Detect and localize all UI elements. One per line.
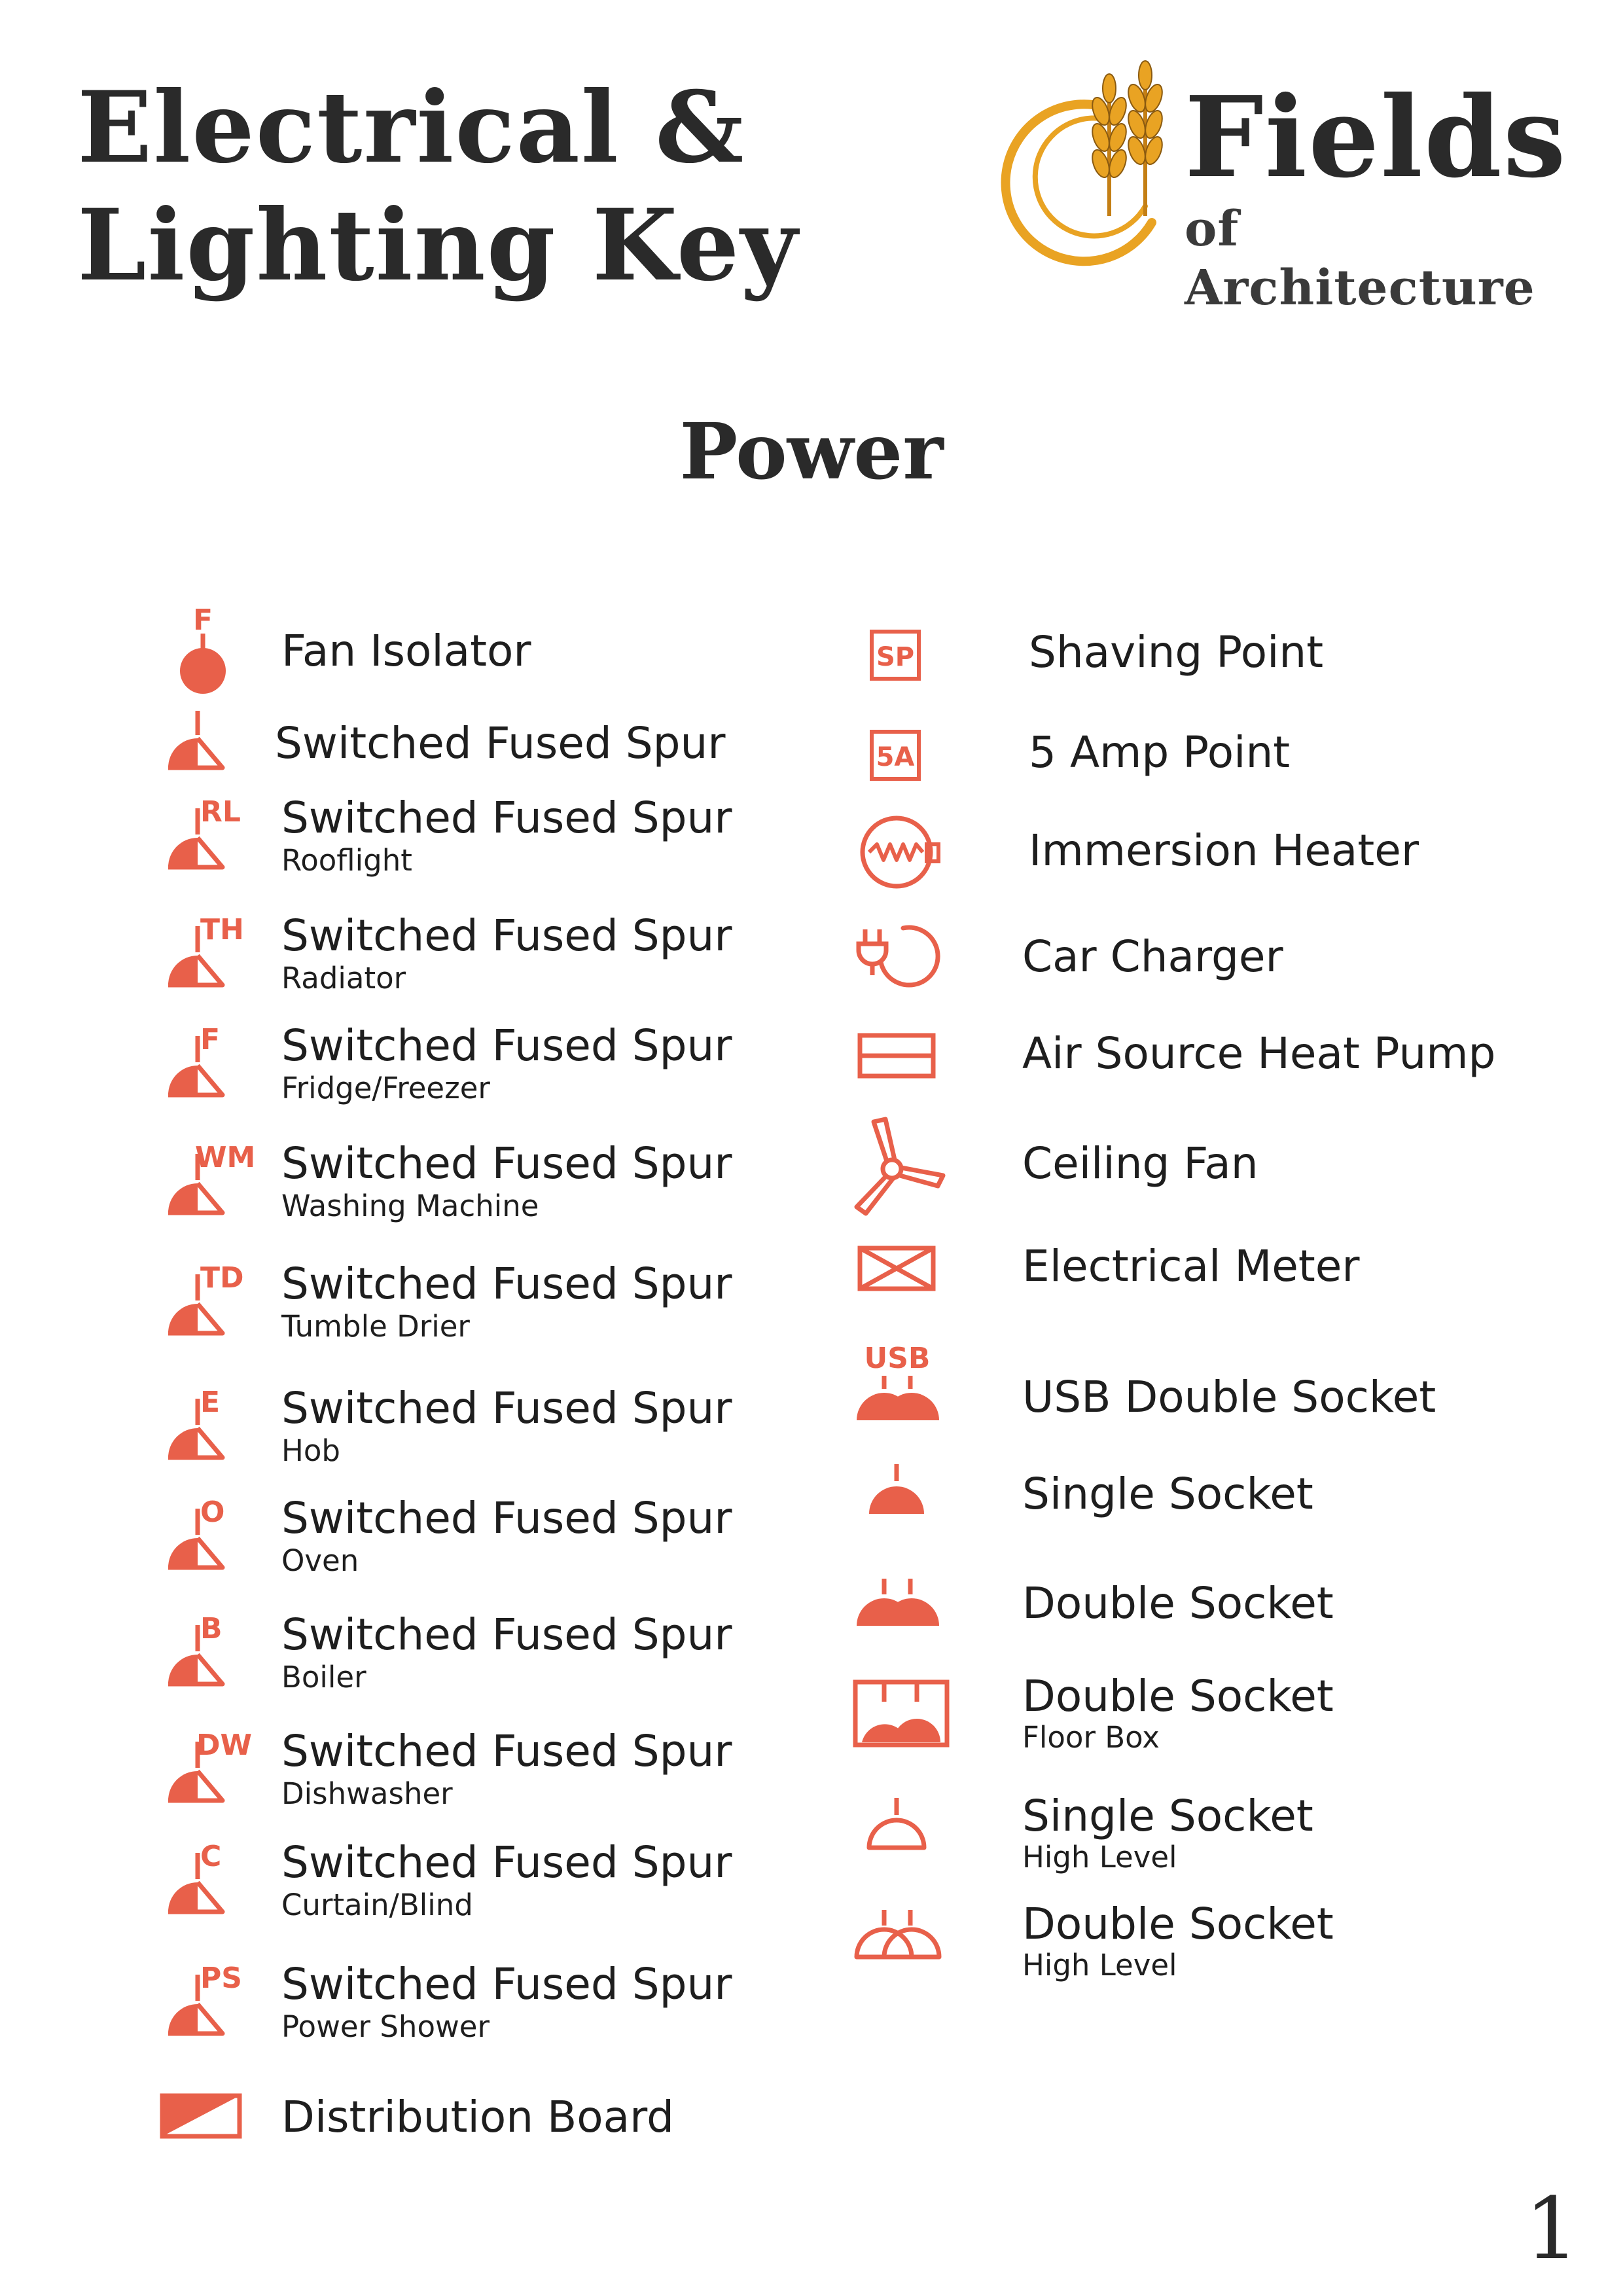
page-title bbox=[77, 69, 799, 304]
key-label: Double Socket bbox=[1022, 1899, 1334, 1949]
air-source-heat-pump-icon bbox=[851, 1028, 942, 1086]
fused-spur-icon bbox=[157, 910, 262, 995]
title-line-1: Electrical & bbox=[77, 70, 745, 185]
fused-spur-icon bbox=[157, 706, 262, 778]
distribution-board-icon bbox=[157, 2088, 249, 2147]
key-label: Shaving Point bbox=[1029, 627, 1324, 677]
symbol-code-text: WM bbox=[195, 1141, 256, 1174]
key-label: Switched Fused Spur bbox=[281, 1726, 732, 1776]
fused-spur-icon bbox=[157, 1492, 262, 1577]
key-sublabel: Dishwasher bbox=[281, 1776, 453, 1811]
key-label: Double Socket bbox=[1022, 1671, 1334, 1721]
symbol-code-text: 5A bbox=[876, 742, 915, 772]
key-label: Single Socket bbox=[1022, 1791, 1313, 1841]
key-sublabel: Oven bbox=[281, 1543, 359, 1578]
ceiling-fan-icon bbox=[847, 1113, 952, 1217]
key-sublabel: High Level bbox=[1022, 1840, 1177, 1874]
fused-spur-icon bbox=[157, 1609, 262, 1694]
shaving-point-icon bbox=[857, 625, 929, 691]
key-label: 5 Amp Point bbox=[1029, 727, 1291, 778]
key-sublabel: Washing Machine bbox=[281, 1189, 539, 1223]
fused-spur-icon bbox=[157, 1958, 262, 2043]
double-socket-icon bbox=[847, 1571, 959, 1643]
symbol-code-text: TH bbox=[200, 913, 244, 946]
symbol-code-text: SP bbox=[876, 642, 915, 672]
fused-spur-icon bbox=[157, 1138, 268, 1223]
key-sublabel: Boiler bbox=[281, 1660, 366, 1695]
key-label: Switched Fused Spur bbox=[281, 1959, 732, 2009]
key-label: Switched Fused Spur bbox=[281, 793, 732, 843]
fused-spur-icon bbox=[157, 1020, 262, 1105]
car-charger-icon bbox=[851, 916, 942, 995]
usb-double-socket-icon bbox=[847, 1335, 959, 1433]
title-line-2: Lighting Key bbox=[77, 188, 799, 303]
key-label: Switched Fused Spur bbox=[281, 910, 732, 961]
fused-spur-icon bbox=[157, 1837, 262, 1922]
fused-spur-icon bbox=[157, 1382, 262, 1467]
fused-spur-icon bbox=[157, 1258, 262, 1343]
floor-box-socket-icon bbox=[847, 1674, 959, 1753]
key-label: Switched Fused Spur bbox=[281, 1383, 732, 1433]
symbol-code-text: C bbox=[200, 1840, 222, 1873]
double-socket-high-icon bbox=[847, 1902, 959, 1974]
key-sublabel: High Level bbox=[1022, 1948, 1177, 1982]
key-sublabel: Floor Box bbox=[1022, 1720, 1160, 1755]
electrical-meter-icon bbox=[851, 1240, 942, 1299]
key-label: Switched Fused Spur bbox=[281, 1138, 732, 1189]
key-label: Immersion Heater bbox=[1029, 825, 1419, 876]
key-label: Single Socket bbox=[1022, 1469, 1313, 1519]
symbol-code-text: DW bbox=[196, 1729, 253, 1762]
symbol-code-text: TD bbox=[200, 1261, 244, 1295]
key-sublabel: Hob bbox=[281, 1433, 340, 1468]
key-sublabel: Fridge/Freezer bbox=[281, 1071, 490, 1105]
symbol-code-text: F bbox=[192, 603, 213, 637]
key-label: Switched Fused Spur bbox=[281, 1609, 732, 1660]
wheat-logo-icon bbox=[988, 59, 1185, 275]
key-label: Electrical Meter bbox=[1022, 1241, 1360, 1291]
section-title: Power bbox=[679, 406, 944, 497]
key-label: Switched Fused Spur bbox=[281, 1837, 732, 1888]
fan-isolator-icon bbox=[157, 602, 249, 694]
key-label: USB Double Socket bbox=[1022, 1372, 1436, 1422]
key-label: Switched Fused Spur bbox=[281, 1259, 732, 1309]
immersion-heater-icon bbox=[851, 812, 949, 897]
symbol-code-text: USB bbox=[864, 1342, 931, 1375]
symbol-code-text: B bbox=[200, 1612, 223, 1645]
page-number: 1 bbox=[1525, 2179, 1579, 2278]
key-label: Air Source Heat Pump bbox=[1022, 1028, 1496, 1079]
logo-name: Fields bbox=[1185, 72, 1567, 203]
logo bbox=[988, 59, 1567, 316]
fused-spur-icon bbox=[157, 1725, 268, 1810]
key-sublabel: Rooflight bbox=[281, 843, 412, 878]
five-amp-point-icon bbox=[857, 725, 929, 791]
key-sublabel: Power Shower bbox=[281, 2009, 490, 2044]
key-label: Car Charger bbox=[1022, 931, 1283, 982]
key-label: Ceiling Fan bbox=[1022, 1138, 1258, 1189]
key-sublabel: Radiator bbox=[281, 961, 406, 996]
symbol-code-text: E bbox=[200, 1386, 221, 1419]
symbol-code-text: O bbox=[200, 1496, 225, 1529]
key-label: Switched Fused Spur bbox=[281, 1493, 732, 1543]
single-socket-icon bbox=[851, 1456, 942, 1528]
symbol-code-text: PS bbox=[200, 1962, 242, 1995]
key-label: Distribution Board bbox=[281, 2092, 674, 2142]
logo-subtitle: of Architecture bbox=[1185, 201, 1535, 316]
key-sublabel: Curtain/Blind bbox=[281, 1888, 473, 1922]
key-label: Fan Isolator bbox=[281, 626, 531, 676]
key-label: Switched Fused Spur bbox=[275, 718, 726, 768]
symbol-code-text: RL bbox=[200, 795, 241, 829]
symbol-code-text: F bbox=[200, 1023, 221, 1056]
key-label: Double Socket bbox=[1022, 1578, 1334, 1628]
key-label: Switched Fused Spur bbox=[281, 1020, 732, 1071]
key-sublabel: Tumble Drier bbox=[281, 1309, 470, 1344]
fused-spur-icon bbox=[157, 792, 262, 877]
single-socket-high-icon bbox=[851, 1790, 942, 1862]
